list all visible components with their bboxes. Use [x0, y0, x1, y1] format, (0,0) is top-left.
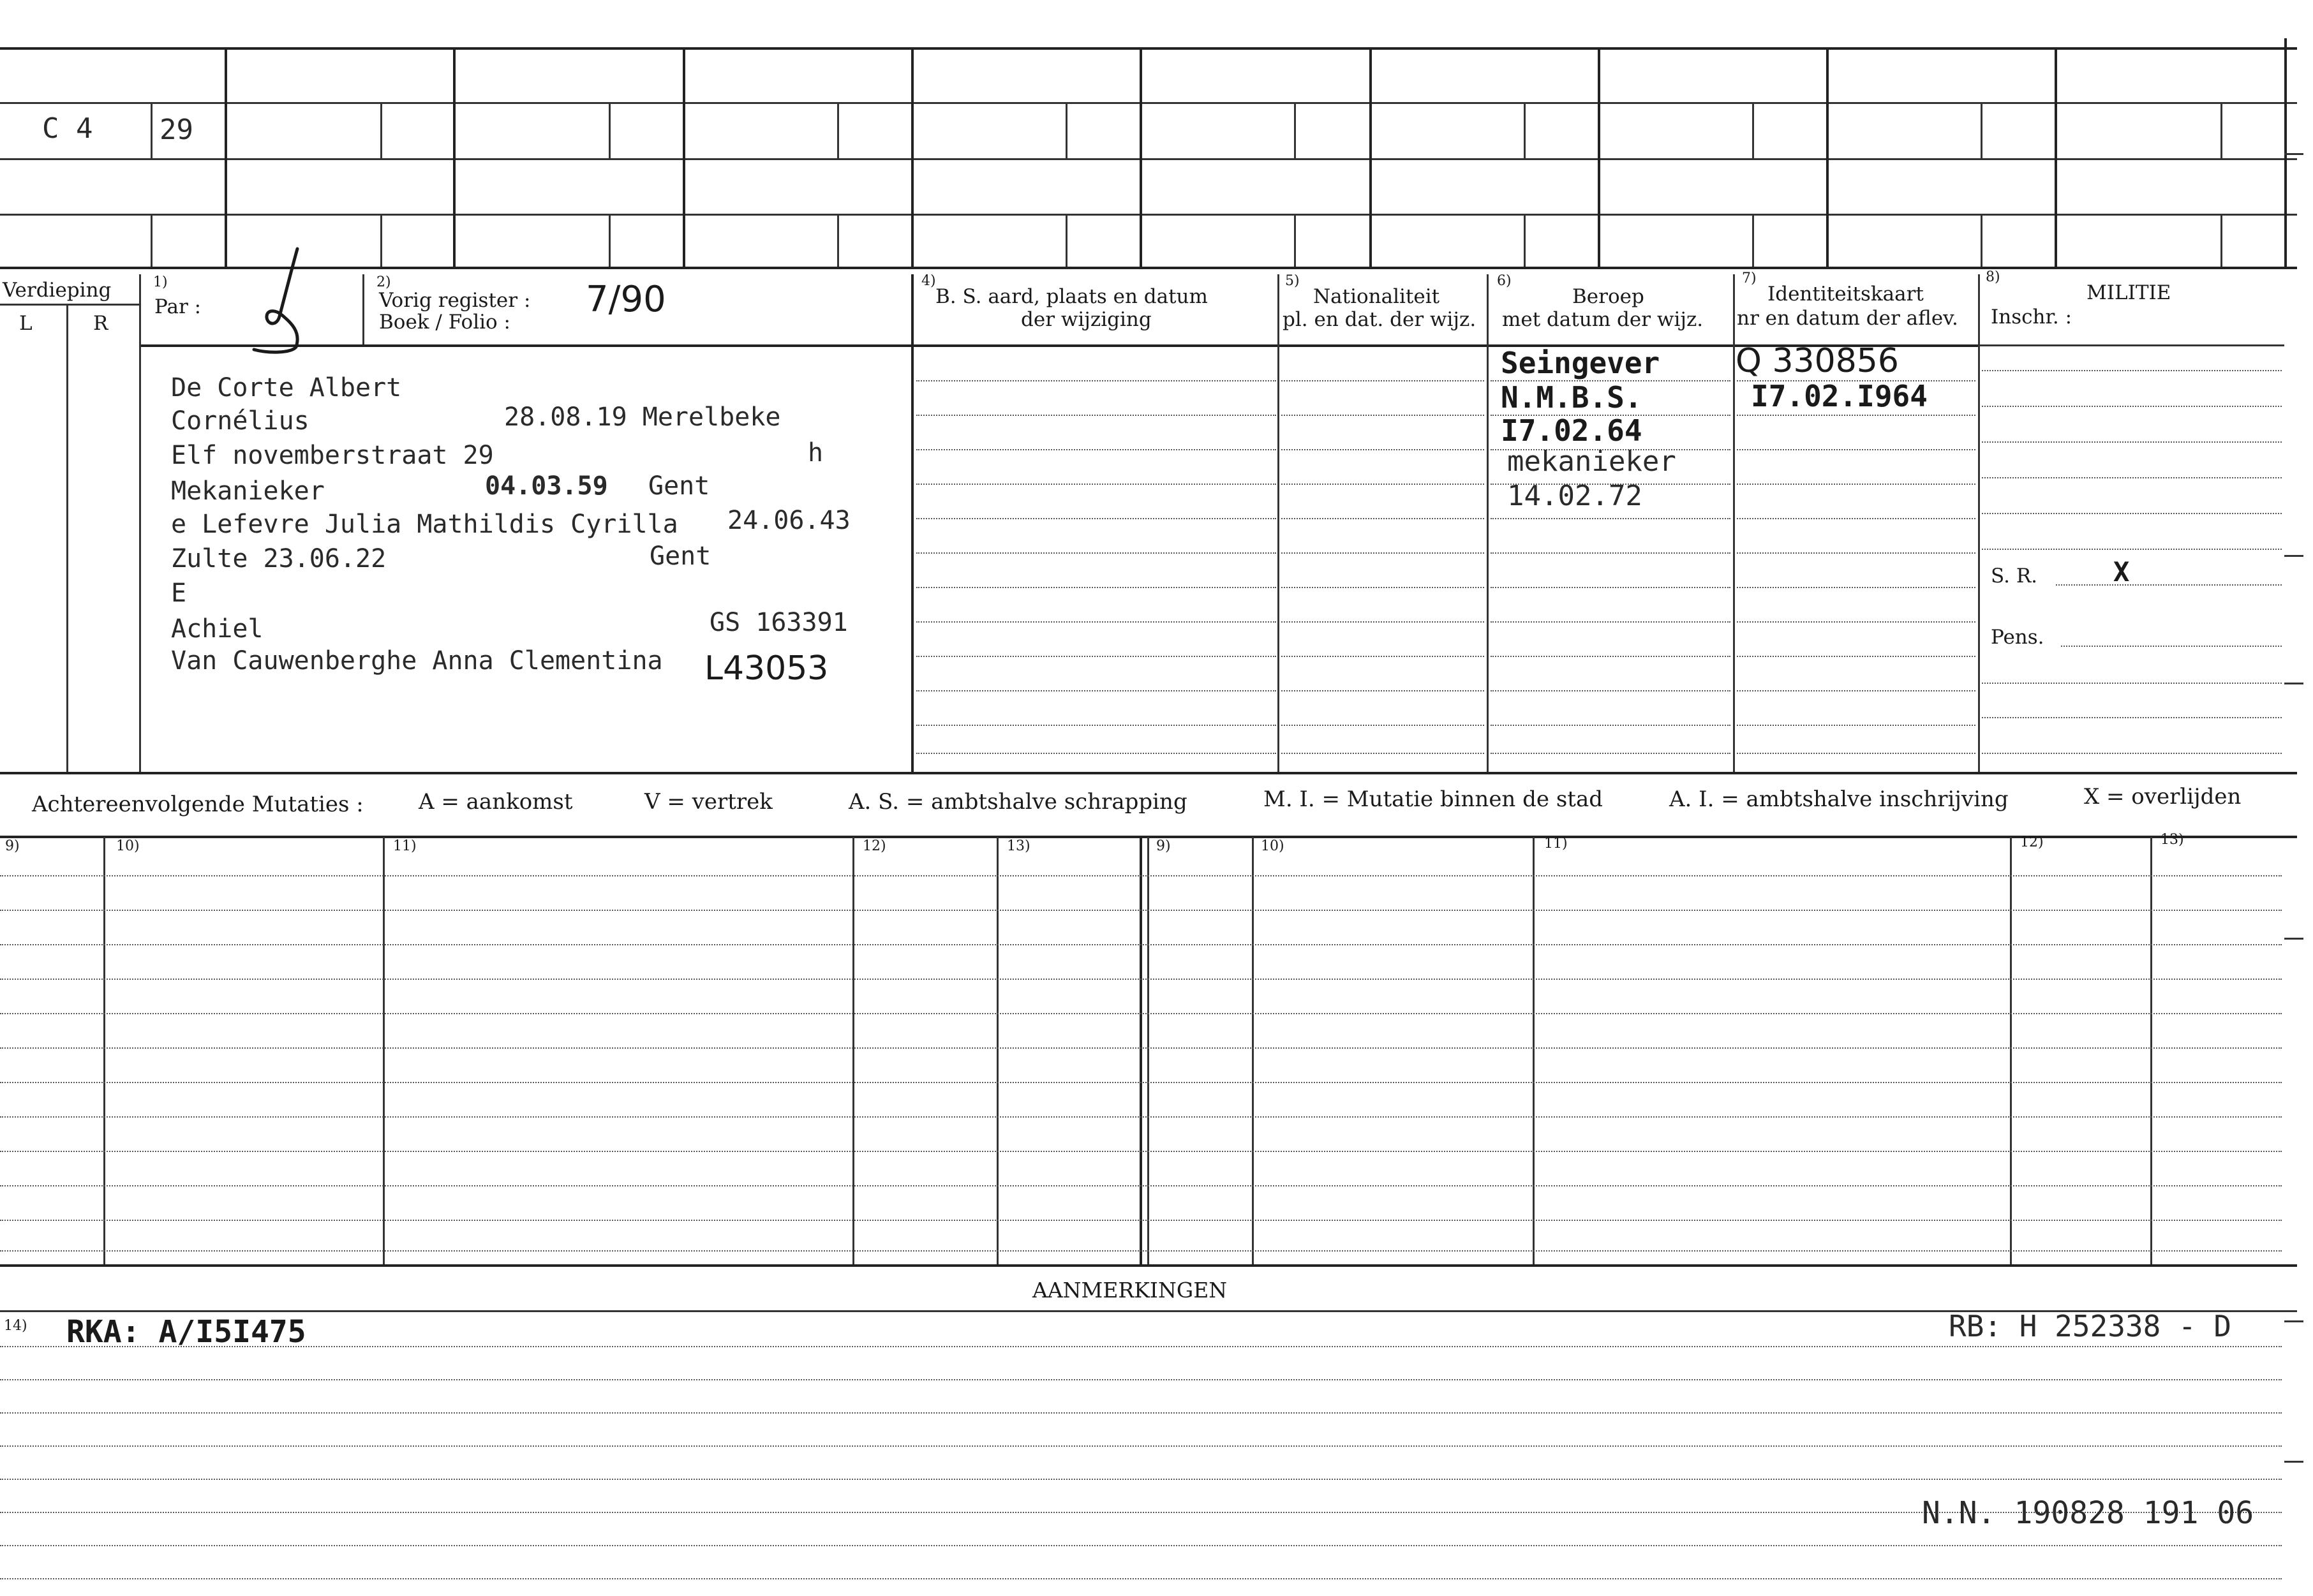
grid-sub	[1981, 102, 1982, 158]
grid-sub	[1524, 214, 1526, 267]
pens-label: Pens.	[1991, 626, 2044, 649]
row-line	[1491, 725, 1730, 726]
grid-sub	[380, 214, 382, 267]
sr-mark: X	[2113, 556, 2130, 587]
row-line	[916, 518, 1276, 519]
bs-label-2: der wijziging	[1021, 308, 1152, 331]
header-bottom	[140, 344, 1978, 347]
field-number-1: 1)	[153, 274, 168, 290]
row-line	[1281, 725, 1484, 726]
person-second-name: Cornélius	[171, 406, 309, 436]
mut-row	[0, 1013, 2282, 1014]
grid-col	[2284, 38, 2287, 267]
verdieping-label: Verdieping	[3, 279, 112, 302]
beroep-label-1: Beroep	[1572, 285, 1644, 308]
beroep-label-2: met datum der wijz.	[1502, 308, 1704, 331]
row-line	[916, 415, 1276, 416]
sr-label: S. R.	[1991, 565, 2038, 587]
row-line	[1982, 406, 2282, 407]
row-line	[1491, 621, 1730, 623]
person-address: Elf novemberstraat 29	[171, 441, 494, 470]
row-line	[1737, 449, 1975, 450]
mut-col	[997, 837, 999, 1264]
vorig-register-value: 7/90	[586, 279, 666, 320]
mutaties-title: Achtereenvolgende Mutaties :	[32, 792, 364, 817]
row-line	[1491, 753, 1730, 754]
remark-row	[0, 1379, 2282, 1380]
grid-sub	[1524, 102, 1526, 158]
grid-col	[1598, 48, 1600, 267]
header-col	[1277, 274, 1279, 772]
row-line	[1982, 370, 2282, 371]
nationaliteit-label-1: Nationaliteit	[1313, 285, 1440, 308]
row-line	[1281, 518, 1484, 519]
header-col	[1978, 274, 1980, 772]
mut-col	[383, 837, 385, 1264]
person-name: De Corte Albert	[171, 373, 402, 403]
mut-col	[1533, 837, 1535, 1264]
mut-row	[0, 1185, 2282, 1186]
remark-row	[0, 1479, 2282, 1480]
mut-col-divider	[1140, 837, 1142, 1264]
grid-sub	[1066, 214, 1067, 267]
mut-row	[0, 979, 2282, 980]
field-number-5: 5)	[1285, 273, 1300, 289]
beroep-line-5: 14.02.72	[1507, 480, 1642, 512]
mut-col	[103, 837, 105, 1264]
pens-line	[2061, 646, 2282, 647]
remark-row	[0, 1578, 2282, 1579]
mut-col-12-right: 12)	[2020, 834, 2044, 850]
top-grid-bottom	[0, 267, 2297, 269]
inschr-label: Inschr. :	[1991, 306, 2072, 329]
remark-row	[0, 1445, 2282, 1447]
row-line	[916, 725, 1276, 726]
row-line	[916, 656, 1276, 657]
field-number-4: 4)	[921, 273, 936, 289]
field-number-8: 8)	[1986, 269, 2000, 285]
grid-sub	[837, 102, 839, 158]
row-line	[916, 552, 1276, 554]
row-line	[1982, 513, 2282, 514]
par-label: Par :	[154, 295, 202, 318]
row-line	[1281, 449, 1484, 450]
header-col	[1733, 274, 1735, 772]
field-number-7: 7)	[1742, 270, 1757, 286]
grid-sub	[609, 214, 611, 267]
row-line	[916, 449, 1276, 450]
mutatie-v: V = vertrek	[644, 789, 773, 815]
row-line	[916, 621, 1276, 623]
body-bottom	[0, 772, 2297, 774]
edge-tick	[2284, 555, 2303, 557]
person-spouse-birth: Zulte 23.06.22	[171, 544, 387, 573]
person-line-e: E	[171, 579, 187, 608]
boek-folio-label: Boek / Folio :	[379, 311, 510, 334]
header-line	[0, 304, 140, 306]
mut-col-9-left: 9)	[5, 838, 20, 854]
mut-row	[0, 944, 2282, 945]
row-line	[1982, 477, 2282, 478]
person-date: 04.03.59	[485, 471, 608, 501]
grid-line	[0, 102, 2297, 104]
beroep-line-2: N.M.B.S.	[1501, 380, 1642, 415]
grid-sub	[151, 214, 152, 267]
mut-row	[0, 1116, 2282, 1118]
row-line	[1491, 518, 1730, 519]
grid-sub	[1294, 102, 1296, 158]
row-line	[1737, 587, 1975, 588]
row-line	[1281, 587, 1484, 588]
remark-row	[0, 1545, 2282, 1546]
row-line	[1281, 380, 1484, 381]
edge-tick	[2284, 1320, 2303, 1322]
nationaliteit-label-2: pl. en dat. der wijz.	[1283, 308, 1476, 331]
person-id-l: L43053	[704, 649, 829, 688]
row-line	[1281, 621, 1484, 623]
mut-row	[0, 1082, 2282, 1083]
row-line	[1982, 441, 2282, 443]
vorig-register-label: Vorig register :	[379, 289, 531, 312]
beroep-line-3: I7.02.64	[1501, 413, 1642, 448]
aanmerking-nn: N.N. 190828 191 06	[1922, 1495, 2254, 1531]
person-father: Achiel	[171, 614, 264, 644]
aanmerking-rb: RB: H 252338 - D	[1949, 1309, 2232, 1343]
remark-row	[0, 1412, 2282, 1414]
header-col	[1487, 274, 1489, 772]
row-line	[1737, 621, 1975, 623]
aanmerkingen-title: AANMERKINGEN	[1032, 1278, 1228, 1303]
mutatie-x: X = overlijden	[2084, 784, 2242, 809]
row-line	[916, 690, 1276, 691]
identiteit-number: Q 330856	[1736, 342, 1899, 380]
grid-line	[0, 214, 2297, 216]
grid-sub	[2220, 102, 2222, 158]
mutatie-as: A. S. = ambtshalve schrapping	[849, 789, 1187, 815]
field-number-14: 14)	[4, 1318, 27, 1334]
row-line	[1737, 690, 1975, 691]
edge-tick	[2284, 683, 2303, 684]
person-spouse-place: Gent	[650, 542, 711, 571]
grid-col	[225, 48, 227, 267]
grid-col	[2055, 48, 2057, 267]
mut-col	[852, 837, 854, 1264]
row-line	[1737, 518, 1975, 519]
header-number: 29	[160, 114, 193, 146]
remark-row	[0, 1346, 2282, 1347]
grid-col	[1369, 48, 1372, 267]
mut-row	[0, 1047, 2282, 1049]
row-line	[1982, 683, 2282, 684]
mut-col-13-left: 13)	[1007, 838, 1030, 854]
person-spouse-date: 24.06.43	[727, 506, 851, 535]
mut-col-9-right: 9)	[1156, 838, 1171, 854]
mut-col	[1252, 837, 1254, 1264]
edge-tick	[2284, 938, 2303, 940]
aanmerking-rka: RKA: A/I5I475	[66, 1314, 306, 1350]
grid-sub	[1752, 214, 1754, 267]
row-line	[1491, 552, 1730, 554]
row-line	[1982, 753, 2282, 754]
row-line	[916, 587, 1276, 588]
grid-col	[453, 48, 456, 267]
floor-r-label: R	[93, 312, 108, 335]
header-bottom-militie	[1978, 344, 2284, 346]
grid-sub	[1294, 214, 1296, 267]
header-col	[362, 274, 364, 344]
mut-col-11-right: 11)	[1544, 836, 1568, 852]
row-line	[916, 380, 1276, 381]
mut-col-12-left: 12)	[863, 838, 886, 854]
person-birth: 28.08.19 Merelbeke	[504, 403, 781, 432]
grid-sub	[609, 102, 611, 158]
mut-col-11-left: 11)	[393, 838, 417, 854]
mutaties-bottom	[0, 1264, 2297, 1267]
row-line	[1491, 690, 1730, 691]
grid-col	[911, 48, 914, 267]
grid-col	[1826, 48, 1829, 267]
header-col	[139, 274, 141, 772]
person-id-gs: GS 163391	[710, 608, 848, 637]
field-number-6: 6)	[1497, 273, 1512, 289]
row-line	[916, 484, 1276, 485]
row-line	[1281, 552, 1484, 554]
row-line	[1737, 552, 1975, 554]
identiteit-date: I7.02.I964	[1751, 379, 1928, 413]
row-line	[1491, 587, 1730, 588]
mut-col-13-right: 13)	[2161, 832, 2184, 848]
mut-row	[0, 875, 2282, 876]
mut-col-10-right: 10)	[1261, 838, 1284, 854]
mut-row	[0, 1151, 2282, 1152]
mut-row	[0, 1250, 2282, 1252]
mutatie-mi: M. I. = Mutatie binnen de stad	[1263, 787, 1603, 812]
row-line	[1281, 690, 1484, 691]
field-number-2: 2)	[376, 274, 391, 290]
header-col	[66, 304, 68, 772]
sr-line	[2056, 584, 2282, 586]
person-occupation: Mekanieker	[171, 477, 325, 506]
row-line	[1982, 717, 2282, 718]
grid-line	[0, 158, 2297, 160]
person-mother: Van Cauwenberghe Anna Clementina	[171, 646, 663, 676]
floor-l-label: L	[19, 312, 33, 335]
beroep-line-1: Seingever	[1501, 346, 1660, 380]
grid-sub	[2220, 214, 2222, 267]
person-spouse: e Lefevre Julia Mathildis Cyrilla	[171, 510, 678, 539]
grid-col	[1140, 48, 1142, 267]
row-line	[1737, 725, 1975, 726]
beroep-line-4: mekanieker	[1507, 445, 1676, 478]
mut-row	[0, 1220, 2282, 1221]
grid-col	[683, 48, 685, 267]
header-code: C 4	[42, 112, 93, 145]
mutatie-ai: A. I. = ambtshalve inschrijving	[1669, 787, 2009, 812]
row-line	[1281, 753, 1484, 754]
row-line	[1737, 656, 1975, 657]
grid-sub	[837, 214, 839, 267]
row-line	[1982, 549, 2282, 550]
mutatie-a: A = aankomst	[419, 789, 573, 815]
mut-col	[2150, 837, 2152, 1264]
top-border	[0, 47, 2297, 50]
mut-col	[1147, 837, 1149, 1264]
edge-tick	[2284, 153, 2303, 155]
militie-label: MILITIE	[2086, 281, 2171, 304]
mut-col-10-left: 10)	[116, 838, 140, 854]
mut-col	[2010, 837, 2012, 1264]
grid-sub	[1066, 102, 1067, 158]
bs-label-1: B. S. aard, plaats en datum	[935, 285, 1208, 308]
grid-sub	[1981, 214, 1982, 267]
row-line	[916, 753, 1276, 754]
mut-row	[0, 910, 2282, 911]
edge-tick	[2284, 1461, 2303, 1463]
grid-sub	[151, 102, 152, 158]
row-line	[1737, 484, 1975, 485]
person-place: Gent	[648, 471, 710, 501]
row-line	[1737, 753, 1975, 754]
person-address-mark: h	[808, 438, 824, 468]
header-col	[911, 274, 914, 772]
identiteit-label-1: Identiteitskaart	[1767, 283, 1924, 306]
row-line	[1281, 656, 1484, 657]
row-line	[1737, 415, 1975, 416]
row-line	[1281, 415, 1484, 416]
row-line	[1281, 484, 1484, 485]
identiteit-label-2: nr en datum der aflev.	[1737, 307, 1958, 330]
row-line	[1491, 656, 1730, 657]
grid-sub	[380, 102, 382, 158]
grid-sub	[1752, 102, 1754, 158]
par-check-mark	[249, 246, 313, 355]
